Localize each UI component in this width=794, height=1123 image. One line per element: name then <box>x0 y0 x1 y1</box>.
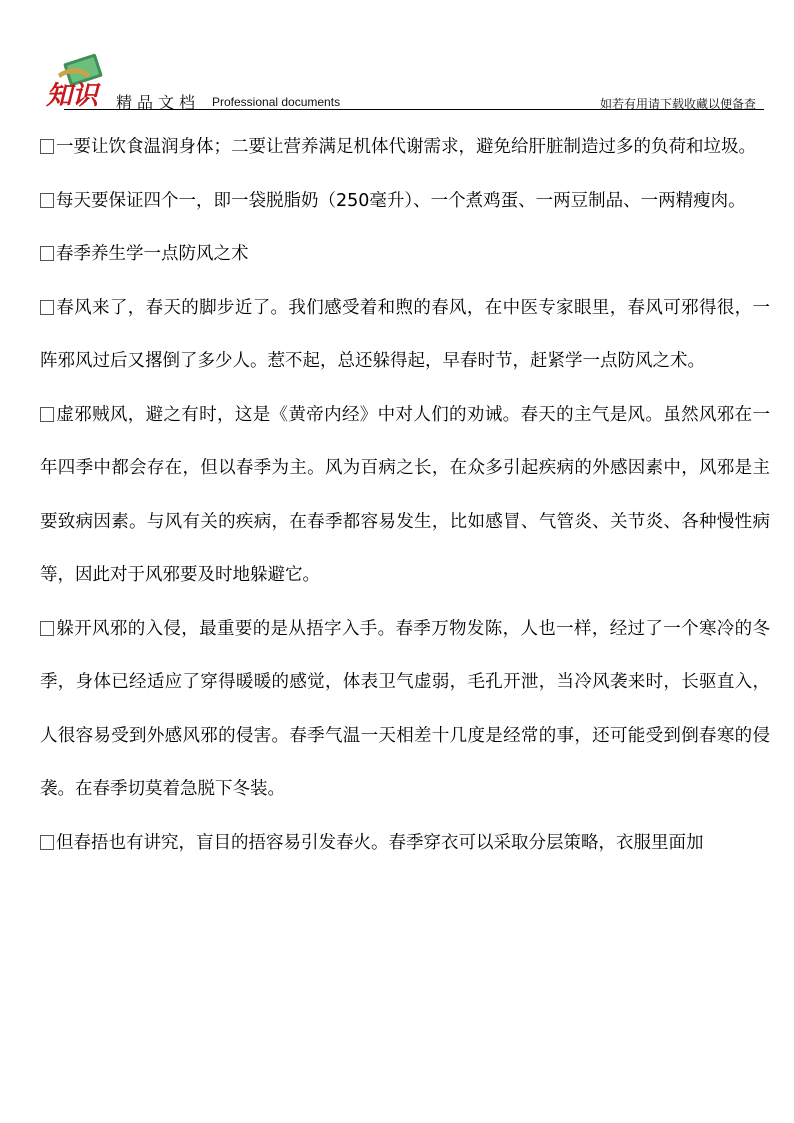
paragraph-text: 一要让饮食温润身体；二要让营养满足机体代谢需求，避免给肝脏制造过多的负荷和垃圾。 <box>56 137 756 157</box>
paragraph <box>40 121 770 175</box>
document-body <box>40 121 770 870</box>
bullet-box-icon <box>40 139 54 154</box>
paragraph-text: 躲开风邪的入侵，最重要的是从捂字入手。春季万物发陈，人也一样，经过了一个寒冷的冬季，身体已经适应了穿得暖暖的感觉，体表卫气虚弱，毛孔开泄，当冷风袭来时，长驱直入，人很容易受到外感风邪的侵害。春季气温一天相差十几度是经常的事，还可能受到倒春寒的侵袭。在春季切莫着急脱下冬装。 <box>40 618 770 799</box>
bullet-box-icon <box>40 621 54 636</box>
brand-title: 精品文档 <box>116 93 201 112</box>
paragraph <box>40 175 770 229</box>
bullet-box-icon <box>40 193 54 208</box>
download-note: 如若有用请下载收藏以便备查 <box>599 97 756 111</box>
header-divider <box>64 109 764 110</box>
paragraph <box>40 603 770 817</box>
paragraph <box>40 389 770 603</box>
bullet-box-icon <box>40 835 54 850</box>
paragraph-text: 春风来了，春天的脚步近了。我们感受着和煦的春风，在中医专家眼里，春风可邪得很，一阵邪风过后又撂倒了多少人。惹不起，总还躲得起，早春时节，赶紧学一点防风之术。 <box>40 297 770 371</box>
paragraph-text: 但春捂也有讲究，盲目的捂容易引发春火。春季穿衣可以采取分层策略，衣服里面加 <box>56 832 704 853</box>
paragraph-text: 春季养生学一点防风之术 <box>56 244 249 264</box>
page-header <box>44 52 764 112</box>
bullet-box-icon <box>40 300 54 315</box>
section-heading <box>40 228 770 282</box>
paragraph <box>40 817 770 871</box>
brand-subtitle: Professional documents <box>212 95 341 109</box>
logo-text: 知识 <box>46 81 99 110</box>
paragraph-text: 虚邪贼风，避之有时，这是《黄帝内经》中对人们的劝诫。春天的主气是风。虽然风邪在一年四季中都会存在，但以春季为主。风为百病之长，在众多引起疾病的外感因素中，风邪是主要致病因素。与风有关的疾病，在春季都容易发生，比如感冒、气管炎、关节炎、各种慢性病等，因此对于风邪要及时地躲避它。 <box>40 404 770 585</box>
bullet-box-icon <box>40 407 54 422</box>
paragraph-text: 每天要保证四个一，即一袋脱脂奶（250毫升）、一个煮鸡蛋、一两豆制品、一两精瘦肉。 <box>56 190 746 211</box>
bullet-box-icon <box>40 246 54 261</box>
book-logo-icon <box>44 52 108 110</box>
paragraph <box>40 282 770 389</box>
